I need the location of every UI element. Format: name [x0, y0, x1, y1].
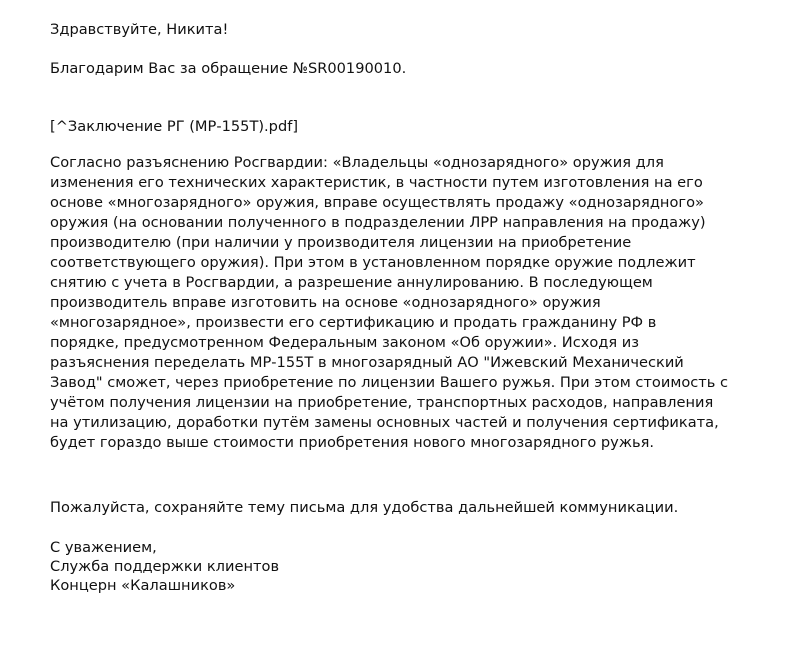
- body-line: Согласно разъяснению Росгвардии: «Владельцы «однозарядного» оружия для: [50, 154, 664, 171]
- signature-line: С уважением,: [50, 539, 157, 556]
- signature-line: Служба поддержки клиентов: [50, 558, 280, 575]
- request-line: Пожалуйста, сохраняйте тему письма для удобства дальнейшей коммуникации.: [50, 499, 679, 516]
- body-line: учётом получения лицензии на приобретение, транспортных расходов, направления: [50, 394, 714, 411]
- attachment-link[interactable]: [^Заключение РГ (МР-155Т).pdf]: [50, 118, 299, 135]
- body-line: разъяснения переделать МР-155Т в многозарядный АО "Ижевский Механический: [50, 354, 684, 371]
- body-line: производитель вправе изготовить на основе «однозарядного» оружия: [50, 294, 601, 311]
- body-line: производителю (при наличии у производителя лицензии на приобретение: [50, 234, 632, 251]
- body-line: изменения его технических характеристик, в частности путем изготовления на его: [50, 174, 703, 191]
- signature-line: Концерн «Калашников»: [50, 577, 236, 594]
- thanks-line: Благодарим Вас за обращение №SR00190010.: [50, 60, 407, 77]
- body-line: снятию с учета в Росгвардии, а разрешение аннулированию. В последующем: [50, 274, 653, 291]
- body-line: основе «многозарядного» оружия, вправе осуществлять продажу «однозарядного»: [50, 194, 704, 211]
- greeting: Здравствуйте, Никита!: [50, 21, 229, 38]
- body-line: оружия (на основании полученного в подразделении ЛРР направления на продажу): [50, 214, 706, 231]
- body-line: соответствующего оружия). При этом в установленном порядке оружие подлежит: [50, 254, 696, 271]
- body-line: Завод" сможет, через приобретение по лицензии Вашего ружья. При этом стоимость с: [50, 374, 729, 391]
- body-line: порядке, предусмотренном Федеральным законом «Об оружии». Исходя из: [50, 334, 640, 351]
- body-line: «многозарядное», произвести его сертификацию и продать гражданину РФ в: [50, 314, 657, 331]
- body-line: будет гораздо выше стоимости приобретения нового многозарядного ружья.: [50, 434, 654, 451]
- body-line: на утилизацию, доработки путём замены основных частей и получения сертификата,: [50, 414, 719, 431]
